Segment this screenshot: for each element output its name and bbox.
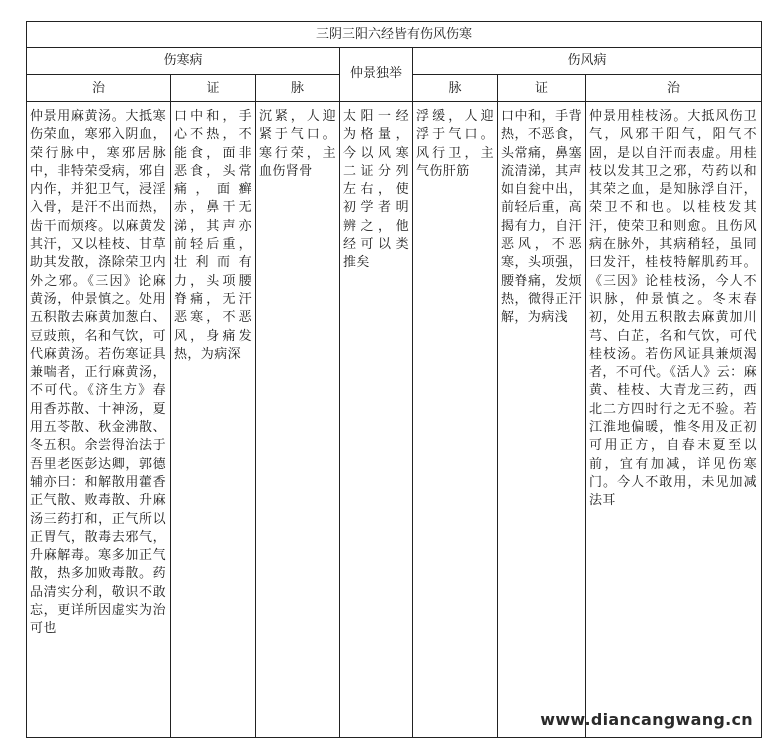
rule-title-bottom xyxy=(27,47,761,48)
rule-group-bottom-left xyxy=(27,74,339,75)
subheader-wind-pulse: 脉 xyxy=(448,81,462,96)
rule-col-4 xyxy=(412,47,413,737)
rule-subheader-bottom xyxy=(27,101,761,102)
rule-group-bottom-right xyxy=(412,74,761,75)
group-header-cold: 伤寒病 xyxy=(163,53,203,68)
cell-wind-treatment: 仲景用桂枝汤。大抵风伤卫气，风邪干阳气，阳气不固，是以自汗而表虚。用桂枝以发其卫之邪，芍药以和其荣之血，是知脉浮自汗，荣卫不和也。以桂枝发其汗，使荣卫和则愈。且伤风病在脉外，其病稍轻，虽同曰发汗，桂枝特解肌药耳。《三因》论桂枝汤，今人不识脉，仲景慎之。冬末春初，处用五积散去麻黄加川芎、白芷，名和气饮，可代桂枝汤。若伤风证具兼烦渴者，不可代。《活人》云：麻黄、桂枝、大青龙三药，西北二方四时行之无不验。若江淮地偏暖，惟冬用及正初可用正方，自春末夏至以前，宜有加减，详见伤寒门。今人不敢用，未见加减法耳 xyxy=(589,109,757,509)
watermark-url: www.diancangwang.cn xyxy=(540,710,753,729)
subheader-wind-sign: 证 xyxy=(534,81,548,96)
rule-col-3 xyxy=(339,47,340,737)
cell-cold-treatment: 仲景用麻黄汤。大抵寒伤荣血，寒邪入阴血，荣行脉中，寒邪居脉中，非特荣受病，邪自内作，并犯卫气，浸淫入骨，是汗不出而热，齿干而烦疼。以麻黄发其汗，又以桂枝、甘草助其发散，涤除荣卫内外之邪。《三因》论麻黄汤，仲景慎之。处用五积散去麻黄加葱白、豆豉煎，名和气饮，可代麻黄汤。若伤寒证具兼喘者，正行麻黄汤，不可代。《济生方》春用香苏散、十神汤，夏用五苓散、秋金沸散、冬五积。余尝得治法于吾里老医彭达卿，郭德辅亦曰：和解散用藿香正气散、败毒散、升麻汤三药打和，正气所以正胃气，散毒去邪气，升麻解毒。寒多加正气散，热多加败毒散。药品清实分利，敬识不敢忘，更详所因虚实为治可也 xyxy=(30,109,166,637)
subheader-wind-treatment: 治 xyxy=(666,81,680,96)
cell-wind-pulse: 浮缓，人迎浮于气口。风行卫，主气伤肝筋 xyxy=(416,109,494,179)
group-header-wind: 伤风病 xyxy=(567,53,607,68)
subheader-cold-treatment: 治 xyxy=(91,81,105,96)
rule-col-1 xyxy=(170,74,171,737)
rule-col-5 xyxy=(497,74,498,737)
group-header-center: 仲景独举 xyxy=(349,66,402,81)
subheader-cold-pulse: 脉 xyxy=(290,81,304,96)
rule-col-2 xyxy=(255,74,256,737)
cell-center-note: 太阳一经为格量，今以风寒二证分列左右，使初学者明辨之，他经可以类推矣 xyxy=(343,109,409,271)
comparison-table xyxy=(26,21,762,738)
rule-col-6 xyxy=(585,74,586,737)
table-title: 三阴三阳六经皆有伤风伤寒 xyxy=(315,27,472,42)
subheader-cold-sign: 证 xyxy=(206,81,220,96)
cell-cold-sign: 口中和，手心不热，不能食，面非恶食，头常痛，面癣赤，鼻干无涕，其声亦前轻后重，壮利而有力，头项腰脊痛，无汗恶寒，不恶风，身痛发热，为病深 xyxy=(174,109,252,362)
cell-wind-sign: 口中和，手背热，不恶食，头常痛，鼻塞流清涕，其声如自瓮中出，前轻后重，高揭有力，自汗恶风，不恶寒，头项强，腰脊痛，发烦热，微得正汗解，为病浅 xyxy=(501,109,582,326)
cell-cold-pulse: 沉紧，人迎紧于气口。寒行荣，主血伤肾骨 xyxy=(259,109,336,179)
